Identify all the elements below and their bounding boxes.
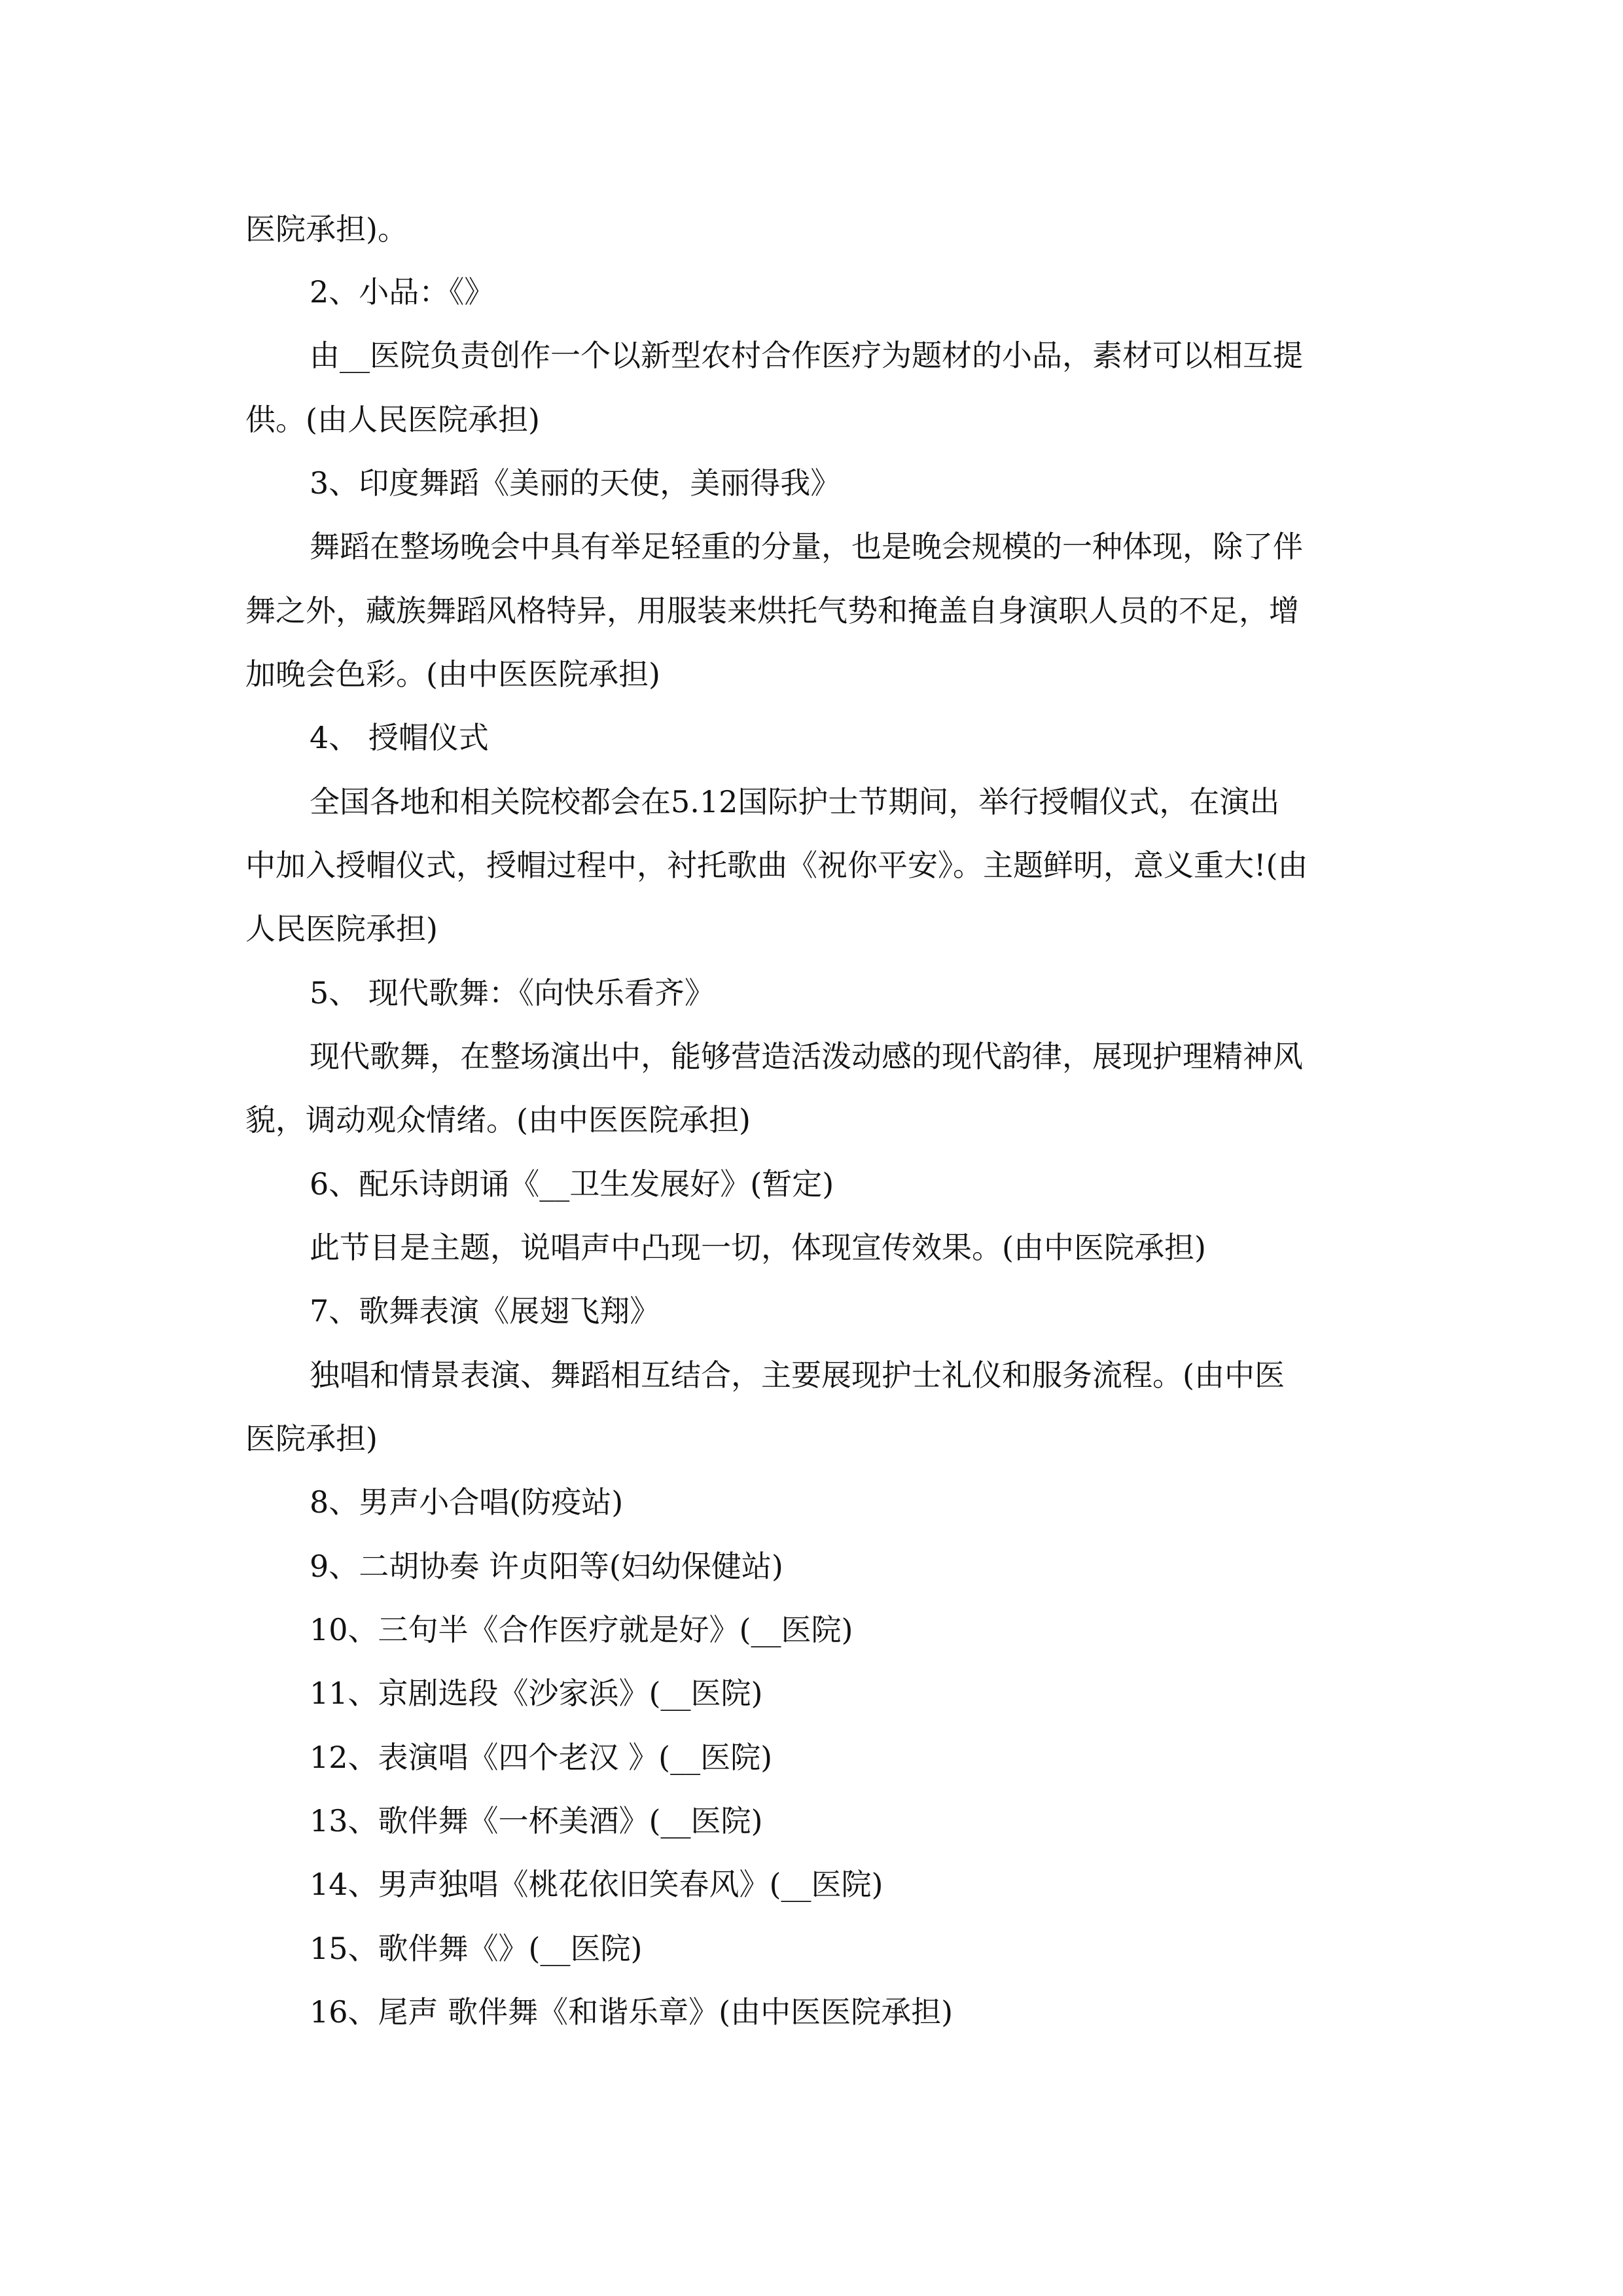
text-line: 13、歌伴舞《一杯美酒》(__医院) xyxy=(310,1803,763,1839)
text-line: 人民医院承担) xyxy=(245,911,438,946)
text-line: 7、歌舞表演《展翅飞翔》 xyxy=(310,1293,660,1329)
text-line: 5、 现代歌舞：《向快乐看齐》 xyxy=(310,975,715,1011)
text-line: 10、三句半《合作医疗就是好》(__医院) xyxy=(310,1612,853,1647)
text-line: 现代歌舞，在整场演出中，能够营造活泼动感的现代韵律，展现护理精神风 xyxy=(310,1039,1303,1074)
text-line: 16、尾声 歌伴舞《和谐乐章》(由中医医院承担) xyxy=(310,1994,954,2030)
text-line: 舞之外，藏族舞蹈风格特异，用服装来烘托气势和掩盖自身演职人员的不足，增 xyxy=(245,593,1299,628)
text-line: 6、配乐诗朗诵《__卫生发展好》(暂定) xyxy=(310,1166,834,1202)
text-line: 医院承担) xyxy=(245,1421,378,1456)
text-line: 独唱和情景表演、舞蹈相互结合，主要展现护士礼仪和服务流程。(由中医 xyxy=(310,1357,1285,1393)
text-line: 供。(由人民医院承担) xyxy=(245,402,540,437)
text-line: 全国各地和相关院校都会在5.12国际护士节期间，举行授帽仪式，在演出 xyxy=(310,784,1280,819)
text-line: 中加入授帽仪式，授帽过程中，衬托歌曲《祝你平安》。主题鲜明，意义重大!(由 xyxy=(245,848,1308,883)
text-line: 舞蹈在整场晚会中具有举足轻重的分量，也是晚会规模的一种体现，除了伴 xyxy=(310,529,1303,564)
text-line: 9、二胡协奏 许贞阳等(妇幼保健站) xyxy=(310,1549,783,1584)
text-line: 3、印度舞蹈《美丽的天使，美丽得我》 xyxy=(310,465,841,501)
text-line: 14、男声独唱《桃花依旧笑春风》(__医院) xyxy=(310,1867,883,1902)
text-line: 4、 授帽仪式 xyxy=(310,720,489,755)
text-line: 8、男声小合唱(防疫站) xyxy=(310,1484,624,1520)
text-line: 12、表演唱《四个老汉 》(__医院) xyxy=(310,1740,773,1775)
text-line: 11、京剧选段《沙家浜》(__医院) xyxy=(310,1676,763,1711)
text-line: 加晚会色彩。(由中医医院承担) xyxy=(245,656,660,692)
text-line: 2、小品：《》 xyxy=(310,274,495,310)
text-line: 貌，调动观众情绪。(由中医医院承担) xyxy=(245,1102,751,1138)
text-line: 15、歌伴舞《》(__医院) xyxy=(310,1931,643,1966)
text-line: 由__医院负责创作一个以新型农村合作医疗为题材的小品，素材可以相互提 xyxy=(310,338,1303,373)
text-line: 此节目是主题，说唱声中凸现一切，体现宣传效果。(由中医院承担) xyxy=(310,1230,1206,1265)
text-line: 医院承担)。 xyxy=(245,211,408,247)
